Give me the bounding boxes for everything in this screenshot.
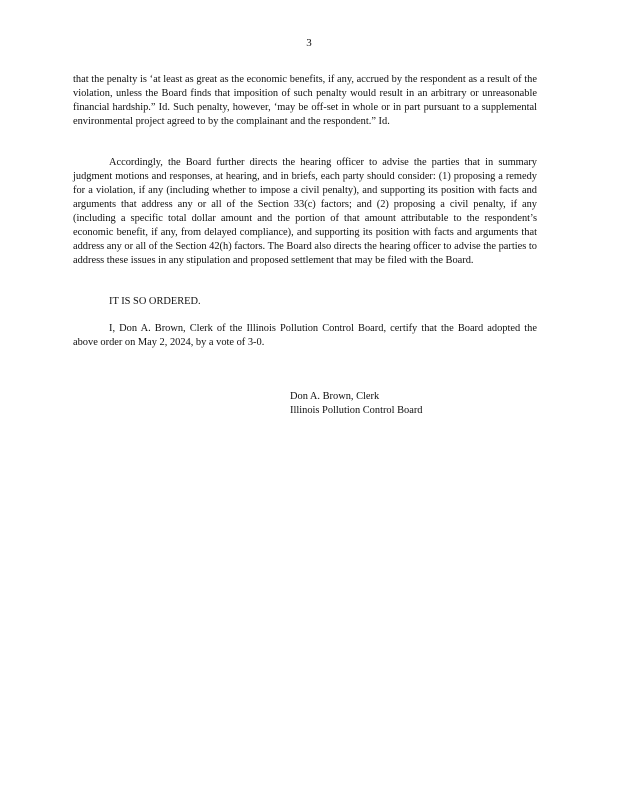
certification-paragraph: I, Don A. Brown, Clerk of the Illinois Pollution Control Board, certify that the Board adopted the above order on May 2, 2024, by a vote of 3-0. [73, 323, 537, 348]
directive-paragraph: Accordingly, the Board further directs the hearing officer to advise the parties that in summary judgment motions and responses, at hearing, and in briefs, each party should consider: (1) proposing a remedy for a violation, if any (including whether to impose a civil penalty), and supporting its position with facts and arguments that address any or all of the Section 33(c) factors; and (2) proposing a civil penalty, if any (including a specific total dollar amount and the portion of that amount attributable to the respondent’s economic benefit, if any, from delayed compliance), and supporting its position with facts and arguments that address any or all of the Section 42(h) factors. The Board also directs the hearing officer to advise the parties to address these issues in any stipulation and proposed settlement that may be filed with the Board. [73, 157, 537, 266]
signature-block [290, 390, 423, 418]
signature-organization: Illinois Pollution Control Board [290, 405, 423, 416]
page-number: 3 [306, 37, 312, 49]
signature-name: Don A. Brown, Clerk [290, 391, 380, 402]
order-statement: IT IS SO ORDERED. [109, 296, 201, 307]
penalty-paragraph: that the penalty is ‘at least as great as the economic benefits, if any, accrued by the respondent as a result of the violation, unless the Board finds that imposition of such penalty would result in an arbitrary or unreasonable financial hardship.” Id. Such penalty, however, ‘may be off-set in whole or in part pursuant to a supplemental environmental project agreed to by the complainant and the respondent.” Id. [73, 74, 537, 127]
